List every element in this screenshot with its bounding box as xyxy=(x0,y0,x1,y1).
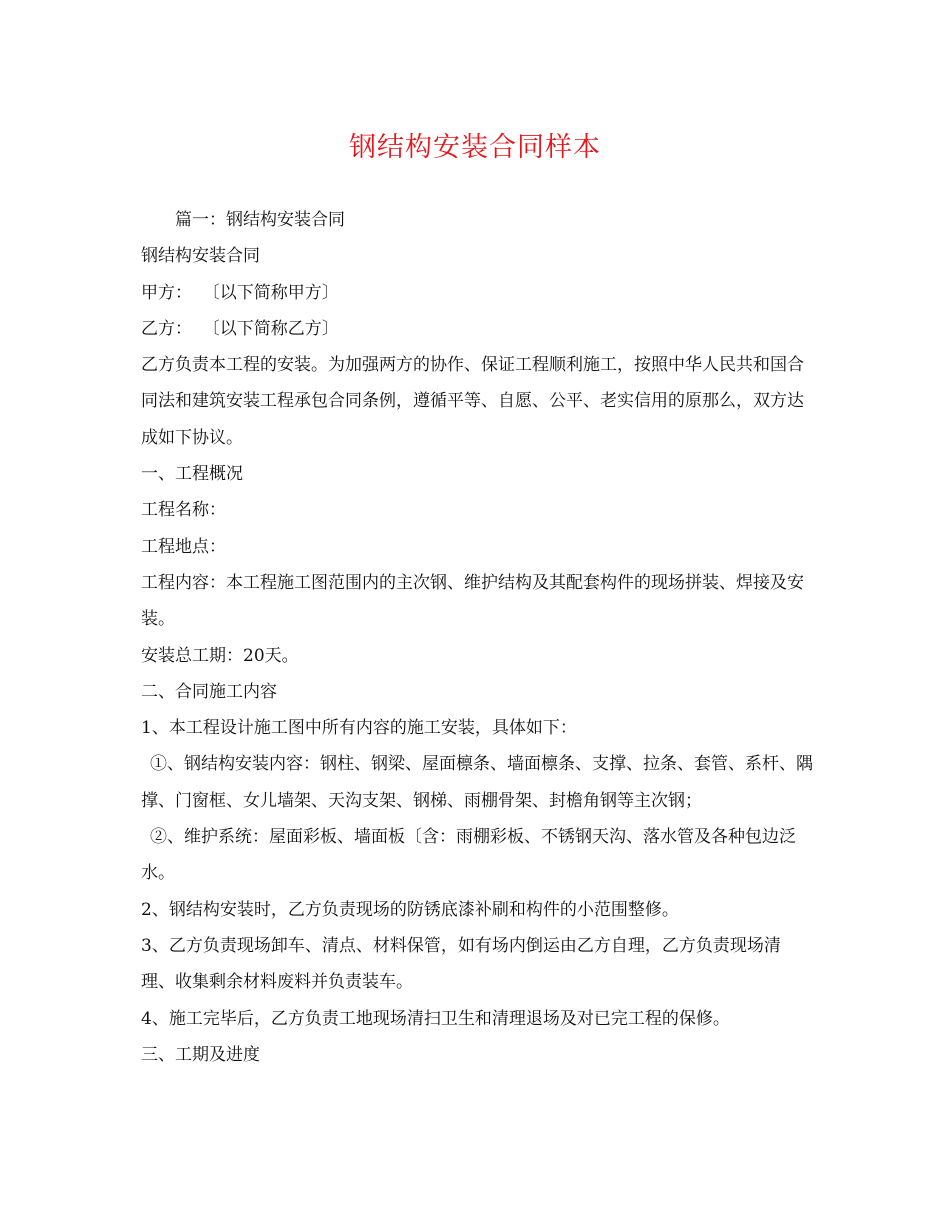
project-name-line: 工程名称： xyxy=(141,500,226,521)
document-body xyxy=(141,202,813,1073)
clause-3: 3、乙方负责现场卸车、清点、材料保管，如有场内倒运由乙方自理，乙方负责现场清理、收集剩余材料废料并负责装车。 xyxy=(141,935,781,993)
preamble-paragraph: 乙方负责本工程的安装。为加强两方的协作、保证工程顺利施工，按照中华人民共和国合同法和建筑安装工程承包合同条例，遵循平等、自愿、公平、老实信用的原那么，双方达成如下协议。 xyxy=(141,355,804,448)
clause-1-item-1: ①、钢结构安装内容：钢柱、钢梁、屋面檩条、墙面檩条、支撑、拉条、套管、系杆、隅撑、门窗框、女儿墙架、天沟支架、钢梯、雨棚骨架、封檐角钢等主次钢； xyxy=(141,754,813,811)
section-heading-project-overview: 一、工程概况 xyxy=(141,464,243,485)
contract-name: 钢结构安装合同 xyxy=(141,246,260,267)
section-heading-schedule: 三、工期及进度 xyxy=(141,1044,260,1065)
clause-1: 1、本工程设计施工图中所有内容的施工安装，具体如下： xyxy=(141,718,577,739)
project-content-paragraph: 工程内容：本工程施工图范围内的主次钢、维护结构及其配套构件的现场拼装、焊接及安装。 xyxy=(141,572,804,630)
document-title: 钢结构安装合同样本 xyxy=(349,132,601,163)
section-heading-construction-content: 二、合同施工内容 xyxy=(141,681,277,702)
clause-1-item-2: ②、维护系统：屋面彩板、墙面板〔含：雨棚彩板、不锈钢天沟、落水管及各种包边泛水。 xyxy=(141,827,796,884)
clause-2: 2、钢结构安装时，乙方负责现场的防锈底漆补刷和构件的小范围整修。 xyxy=(141,899,679,920)
clause-4: 4、施工完毕后，乙方负责工地现场清扫卫生和清理退场及对已完工程的保修。 xyxy=(141,1008,730,1029)
party-a-line: 甲方： 〔以下简称甲方〕 xyxy=(141,282,339,303)
project-location-line: 工程地点： xyxy=(141,536,226,557)
party-b-line: 乙方： 〔以下简称乙方〕 xyxy=(141,318,339,339)
installation-duration-line: 安装总工期：20天。 xyxy=(141,645,299,666)
section-heading-part-one: 篇一：钢结构安装合同 xyxy=(175,210,345,230)
